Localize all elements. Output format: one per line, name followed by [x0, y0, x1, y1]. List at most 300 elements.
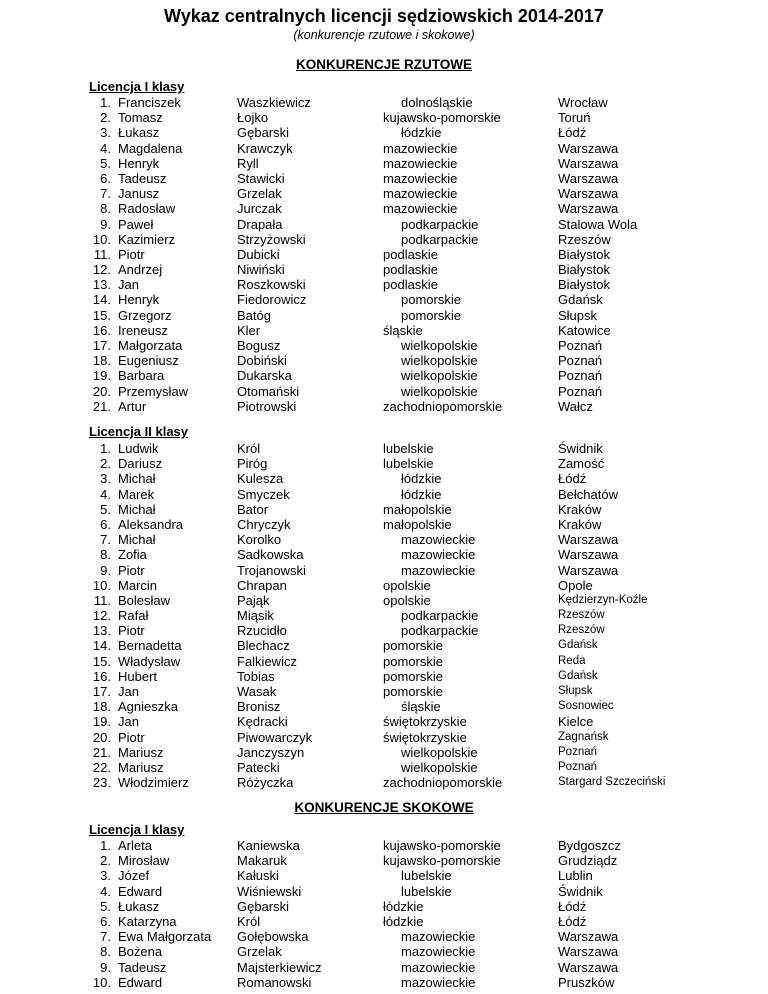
region: łódzkie — [383, 913, 424, 929]
first-name: Michał — [118, 501, 156, 517]
row-number: 16. — [92, 322, 111, 338]
city: Wrocław — [558, 95, 608, 110]
table-row — [89, 292, 749, 307]
city: Łódź — [558, 471, 587, 487]
licence-heading-throwing-class-2: Licencja II klasy — [89, 424, 189, 439]
last-name: Kulesza — [237, 471, 284, 487]
city: Kędzierzyn-Koźle — [558, 593, 648, 606]
table-row — [89, 975, 749, 990]
row-number: 12. — [92, 262, 111, 278]
city: Białystok — [558, 262, 611, 278]
last-name: Romanowski — [237, 974, 312, 990]
table-row — [89, 368, 749, 383]
table-row — [89, 217, 749, 232]
table-row — [89, 517, 749, 532]
region: kujawsko-pomorskie — [383, 838, 501, 853]
first-name: Mariusz — [118, 744, 164, 760]
first-name: Marcin — [118, 577, 158, 593]
last-name: Chrapan — [237, 577, 287, 593]
first-name: Ewa Małgorzata — [118, 929, 212, 945]
table-row — [89, 262, 749, 277]
region: lubelskie — [383, 441, 434, 456]
city: Warszawa — [558, 186, 619, 202]
last-name: Tobias — [237, 668, 275, 684]
table-row — [89, 868, 749, 883]
region: śląskie — [401, 699, 441, 715]
city: Warszawa — [558, 929, 619, 945]
row-number: 1. — [100, 838, 111, 853]
row-number: 5. — [100, 898, 111, 914]
region: zachodniopomorskie — [383, 398, 503, 414]
region: kujawsko-pomorskie — [383, 110, 501, 126]
city: Stalowa Wola — [558, 216, 638, 232]
row-number: 13. — [92, 623, 111, 639]
region: podlaskie — [383, 277, 438, 293]
first-name: Zofia — [118, 547, 147, 563]
last-name: Piotrowski — [237, 398, 297, 414]
city: Rzeszów — [558, 609, 605, 622]
row-number: 22. — [92, 759, 111, 775]
region: łódzkie — [401, 471, 442, 487]
row-number: 7. — [100, 186, 111, 202]
last-name: Pająk — [237, 592, 270, 608]
first-name: Jan — [118, 714, 139, 730]
table-row — [89, 547, 749, 562]
first-name: Jan — [118, 684, 139, 699]
first-name: Artur — [118, 398, 147, 414]
table-row — [89, 838, 749, 853]
last-name: Krawczyk — [237, 140, 293, 156]
last-name: Dukarska — [237, 368, 292, 384]
region: świętokrzyskie — [383, 729, 467, 745]
region: pomorskie — [401, 307, 461, 323]
city: Rzeszów — [558, 624, 605, 637]
first-name: Piotr — [118, 246, 145, 262]
first-name: Piotr — [118, 623, 145, 639]
row-number: 8. — [100, 944, 111, 960]
city: Warszawa — [558, 532, 619, 548]
region: wielkopolskie — [401, 744, 478, 760]
region: małopolskie — [383, 501, 452, 517]
region: mazowieckie — [401, 929, 476, 945]
city: Słupsk — [558, 685, 593, 697]
first-name: Józef — [118, 868, 150, 884]
first-name: Jan — [118, 277, 139, 293]
row-number: 7. — [100, 532, 111, 548]
table-row — [89, 308, 749, 323]
last-name: Sadkowska — [237, 547, 304, 563]
row-number: 18. — [92, 699, 111, 715]
region: pomorskie — [401, 292, 461, 308]
region: łódzkie — [401, 486, 442, 502]
first-name: Włodzimierz — [118, 775, 189, 791]
table-row — [89, 171, 749, 186]
last-name: Miąsik — [237, 608, 274, 624]
last-name: Batóg — [237, 307, 271, 323]
last-name: Różyczka — [237, 775, 294, 791]
city: Katowice — [558, 322, 611, 338]
last-name: Grzelak — [237, 186, 282, 202]
row-number: 20. — [92, 729, 111, 745]
row-number: 16. — [92, 668, 111, 684]
first-name: Michał — [118, 471, 156, 487]
table-row — [89, 944, 749, 959]
city: Warszawa — [558, 155, 619, 171]
first-name: Magdalena — [118, 140, 183, 156]
row-number: 8. — [100, 547, 111, 563]
row-number: 14. — [92, 638, 111, 654]
first-name: Tadeusz — [118, 959, 167, 975]
row-number: 1. — [100, 441, 111, 456]
region: łódzkie — [401, 125, 442, 141]
region: łódzkie — [383, 898, 424, 914]
last-name: Król — [237, 913, 261, 929]
city: Świdnik — [558, 883, 603, 899]
table-row — [89, 563, 749, 578]
first-name: Janusz — [118, 186, 160, 202]
row-number: 6. — [100, 170, 111, 186]
region: wielkopolskie — [401, 759, 478, 775]
first-name: Katarzyna — [118, 913, 177, 929]
licence-heading-throwing-class-1: Licencja I klasy — [89, 79, 185, 94]
table-row — [89, 654, 749, 669]
table-row — [89, 353, 749, 368]
region: pomorskie — [383, 684, 443, 699]
region: mazowieckie — [401, 562, 476, 578]
first-name: Dariusz — [118, 456, 163, 472]
city: Poznań — [558, 745, 598, 758]
document-subtitle: (konkurencje rzutowe i skokowe) — [293, 28, 475, 42]
city: Gdańsk — [558, 669, 598, 682]
region: wielkopolskie — [401, 353, 478, 369]
row-number: 13. — [92, 277, 111, 293]
last-name: Gębarski — [237, 125, 290, 141]
first-name: Marek — [118, 486, 155, 502]
last-name: Kaniewska — [237, 838, 300, 853]
city: Rzeszów — [558, 231, 611, 247]
table-row — [89, 384, 749, 399]
city: Kraków — [558, 516, 602, 532]
last-name: Chryczyk — [237, 516, 291, 532]
row-number: 4. — [100, 486, 111, 502]
city: Warszawa — [558, 944, 619, 960]
table-row — [89, 638, 749, 653]
last-name: Otomański — [237, 383, 300, 399]
city: Kielce — [558, 714, 594, 730]
table-row — [89, 125, 749, 140]
last-name: Strzyżowski — [237, 231, 306, 247]
region: mazowieckie — [383, 155, 458, 171]
table-row — [89, 156, 749, 171]
region: zachodniopomorskie — [383, 775, 503, 791]
region: mazowieckie — [383, 186, 458, 202]
table-row — [89, 201, 749, 216]
table-row — [89, 960, 749, 975]
region: mazowieckie — [401, 547, 476, 563]
city: Grudziądz — [558, 853, 618, 869]
last-name: Kler — [237, 322, 261, 338]
row-number: 11. — [93, 592, 111, 608]
city: Gdańsk — [558, 639, 598, 652]
city: Zamość — [558, 456, 605, 472]
table-row — [89, 141, 749, 156]
row-number: 2. — [100, 110, 111, 126]
table-row — [89, 186, 749, 201]
table-row — [89, 684, 749, 699]
last-name: Niwiński — [237, 262, 285, 278]
last-name: Łojko — [237, 110, 269, 126]
first-name: Hubert — [118, 668, 158, 684]
first-name: Małgorzata — [118, 338, 183, 353]
city: Warszawa — [558, 562, 619, 578]
first-name: Edward — [118, 883, 163, 899]
city: Pruszków — [558, 974, 615, 990]
row-number: 9. — [100, 959, 111, 975]
region: podlaskie — [383, 246, 438, 262]
first-name: Ludwik — [118, 441, 159, 456]
table-row — [89, 669, 749, 684]
city: Poznań — [558, 383, 603, 399]
region: mazowieckie — [401, 974, 476, 990]
region: podlaskie — [383, 262, 438, 278]
row-number: 3. — [100, 125, 111, 141]
region: wielkopolskie — [401, 338, 478, 353]
region: lubelskie — [401, 883, 452, 899]
last-name: Fiedorowicz — [237, 292, 307, 308]
last-name: Falkiewicz — [237, 653, 297, 669]
row-number: 14. — [92, 292, 111, 308]
region: wielkopolskie — [401, 368, 478, 384]
first-name: Łukasz — [118, 125, 160, 141]
city: Warszawa — [558, 170, 619, 186]
last-name: Drapała — [237, 216, 283, 232]
first-name: Tadeusz — [118, 170, 167, 186]
first-name: Piotr — [118, 562, 145, 578]
first-name: Mariusz — [118, 759, 164, 775]
last-name: Rzucidło — [237, 623, 287, 639]
first-name: Tomasz — [118, 110, 163, 126]
row-number: 10. — [92, 231, 111, 247]
region: podkarpackie — [401, 623, 479, 639]
table-row — [89, 471, 749, 486]
row-number: 17. — [92, 684, 111, 699]
city: Warszawa — [558, 959, 619, 975]
table-row — [89, 578, 749, 593]
row-number: 18. — [92, 353, 111, 369]
last-name: Korolko — [237, 532, 282, 548]
city: Poznań — [558, 760, 598, 773]
region: dolnośląskie — [401, 95, 473, 110]
city: Warszawa — [558, 140, 619, 156]
row-number: 3. — [100, 868, 111, 884]
first-name: Bernadetta — [118, 638, 182, 654]
table-row — [89, 760, 749, 775]
last-name: Gębarski — [237, 898, 290, 914]
last-name: Dubicki — [237, 246, 280, 262]
last-name: Grzelak — [237, 944, 282, 960]
first-name: Kazimierz — [118, 231, 176, 247]
city: Poznań — [558, 353, 603, 369]
region: opolskie — [383, 577, 431, 593]
first-name: Michał — [118, 532, 156, 548]
table-row — [89, 745, 749, 760]
licence-table-throwing-class-2 — [89, 441, 749, 790]
table-row — [89, 608, 749, 623]
city: Bydgoszcz — [558, 838, 621, 853]
region: śląskie — [383, 322, 423, 338]
last-name: Piwowarczyk — [237, 729, 313, 745]
last-name: Kałuski — [237, 868, 279, 884]
city: Wałcz — [558, 398, 593, 414]
last-name: Jurczak — [237, 201, 282, 217]
first-name: Bolesław — [118, 592, 171, 608]
city: Łódź — [558, 898, 587, 914]
region: mazowieckie — [401, 959, 476, 975]
row-number: 4. — [100, 140, 111, 156]
last-name: Trojanowski — [237, 562, 306, 578]
city: Gdańsk — [558, 292, 603, 308]
table-row — [89, 914, 749, 929]
first-name: Łukasz — [118, 898, 160, 914]
first-name: Eugeniusz — [118, 353, 179, 369]
licence-table-throwing-class-1 — [89, 95, 749, 414]
city: Białystok — [558, 246, 611, 262]
city: Łódź — [558, 913, 587, 929]
city: Bełchatów — [558, 486, 618, 502]
first-name: Przemysław — [118, 383, 189, 399]
table-row — [89, 487, 749, 502]
last-name: Majsterkiewicz — [237, 959, 322, 975]
region: pomorskie — [383, 638, 443, 654]
region: mazowieckie — [401, 944, 476, 960]
first-name: Edward — [118, 974, 163, 990]
table-row — [89, 593, 749, 608]
licence-table-jumping-class-1 — [89, 838, 749, 990]
city: Zagnańsk — [558, 730, 609, 743]
last-name: Waszkiewicz — [237, 95, 311, 110]
city: Białystok — [558, 277, 611, 293]
first-name: Paweł — [118, 216, 154, 232]
first-name: Andrzej — [118, 262, 163, 278]
region: lubelskie — [383, 456, 434, 472]
table-row — [89, 532, 749, 547]
last-name: Smyczek — [237, 486, 290, 502]
row-number: 2. — [100, 853, 111, 869]
last-name: Wasak — [237, 684, 277, 699]
table-row — [89, 730, 749, 745]
last-name: Król — [237, 441, 261, 456]
first-name: Władysław — [118, 653, 181, 669]
region: wielkopolskie — [401, 383, 478, 399]
last-name: Bogusz — [237, 338, 281, 353]
table-row — [89, 502, 749, 517]
last-name: Janczyszyn — [237, 744, 305, 760]
city: Lublin — [558, 868, 593, 884]
last-name: Piróg — [237, 456, 268, 472]
row-number: 21. — [92, 398, 111, 414]
row-number: 23. — [92, 775, 111, 791]
row-number: 17. — [92, 338, 111, 353]
first-name: Bożena — [118, 944, 163, 960]
region: mazowieckie — [383, 140, 458, 156]
row-number: 11. — [93, 246, 111, 262]
table-row — [89, 714, 749, 729]
table-row — [89, 699, 749, 714]
city: Kraków — [558, 501, 602, 517]
table-row — [89, 775, 749, 790]
row-number: 15. — [92, 307, 111, 323]
row-number: 6. — [100, 913, 111, 929]
table-row — [89, 456, 749, 471]
last-name: Wiśniewski — [237, 883, 302, 899]
first-name: Grzegorz — [118, 307, 172, 323]
region: podkarpackie — [401, 216, 479, 232]
row-number: 7. — [100, 929, 111, 945]
city: Opole — [558, 577, 593, 593]
table-row — [89, 853, 749, 868]
last-name: Dobiński — [237, 353, 287, 369]
first-name: Franciszek — [118, 95, 181, 110]
table-row — [89, 399, 749, 414]
first-name: Arleta — [118, 838, 152, 853]
last-name: Blechacz — [237, 638, 290, 654]
region: mazowieckie — [383, 201, 458, 217]
row-number: 19. — [92, 368, 111, 384]
row-number: 9. — [100, 562, 111, 578]
section-heading-jumping: KONKURENCJE SKOKOWE — [294, 800, 474, 815]
row-number: 19. — [92, 714, 111, 730]
row-number: 8. — [100, 201, 111, 217]
last-name: Kędracki — [237, 714, 288, 730]
licence-heading-jumping-class-1: Licencja I klasy — [89, 822, 185, 837]
table-row — [89, 277, 749, 292]
city: Toruń — [558, 110, 591, 126]
first-name: Rafał — [118, 608, 149, 624]
row-number: 10. — [92, 577, 111, 593]
table-row — [89, 441, 749, 456]
city: Poznań — [558, 338, 603, 353]
table-row — [89, 929, 749, 944]
row-number: 10. — [92, 974, 111, 990]
first-name: Barbara — [118, 368, 165, 384]
last-name: Gołębowska — [237, 929, 309, 945]
row-number: 1. — [100, 95, 111, 110]
region: mazowieckie — [383, 170, 458, 186]
first-name: Agnieszka — [118, 699, 178, 715]
first-name: Radosław — [118, 201, 176, 217]
row-number: 2. — [100, 456, 111, 472]
table-row — [89, 95, 749, 110]
city: Słupsk — [558, 307, 598, 323]
region: podkarpackie — [401, 608, 479, 624]
table-row — [89, 884, 749, 899]
city: Warszawa — [558, 201, 619, 217]
region: mazowieckie — [401, 532, 476, 548]
city: Świdnik — [558, 441, 603, 456]
table-row — [89, 899, 749, 914]
city: Warszawa — [558, 547, 619, 563]
first-name: Ireneusz — [118, 322, 168, 338]
region: kujawsko-pomorskie — [383, 853, 501, 869]
table-row — [89, 232, 749, 247]
section-heading-throwing: KONKURENCJE RZUTOWE — [295, 57, 472, 72]
table-row — [89, 623, 749, 638]
first-name: Henryk — [118, 292, 160, 308]
city: Stargard Szczeciński — [558, 776, 666, 789]
region: podkarpackie — [401, 231, 479, 247]
table-row — [89, 110, 749, 125]
first-name: Aleksandra — [118, 516, 184, 532]
